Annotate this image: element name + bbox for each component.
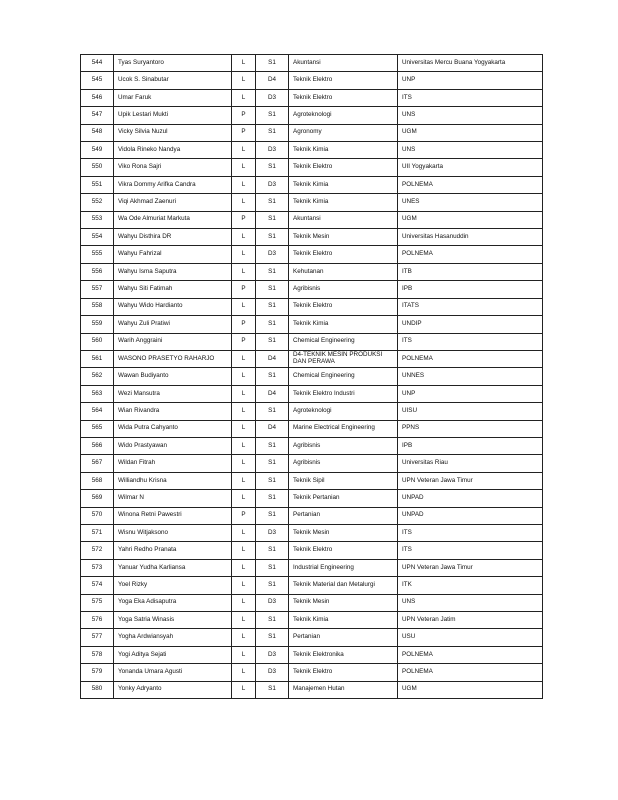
table-row xyxy=(81,176,543,193)
row-number-cell: 575 xyxy=(81,594,114,611)
row-number-cell: 565 xyxy=(81,420,114,437)
table-row xyxy=(81,420,543,437)
row-number-cell: 551 xyxy=(81,176,114,193)
university-name-cell: UII Yogyakarta xyxy=(398,159,543,176)
study-program-cell: Teknik Kimia xyxy=(289,142,398,159)
study-program-cell: Teknik Elektro xyxy=(289,542,398,559)
university-name-cell: UNPAD xyxy=(398,490,543,507)
row-number-cell: 546 xyxy=(81,89,114,106)
degree-level-cell: D3 xyxy=(256,142,289,159)
university-name-cell: UGM xyxy=(398,124,543,141)
table-row xyxy=(81,403,543,420)
gender-code-cell: L xyxy=(232,577,256,594)
person-name-cell: Yoga Eka Adisaputra xyxy=(114,594,232,611)
university-name-cell: UNNES xyxy=(398,368,543,385)
gender-code-cell: L xyxy=(232,263,256,280)
gender-code-cell: L xyxy=(232,559,256,576)
table-row xyxy=(81,316,543,333)
person-name-cell: Yahri Redho Pranata xyxy=(114,542,232,559)
study-program-cell: Teknik Elektronika xyxy=(289,646,398,663)
row-number-cell: 547 xyxy=(81,107,114,124)
university-name-cell: ITS xyxy=(398,542,543,559)
table-row xyxy=(81,646,543,663)
study-program-cell: Teknik Elektro xyxy=(289,89,398,106)
degree-level-cell: S1 xyxy=(256,298,289,315)
degree-level-cell: S1 xyxy=(256,542,289,559)
person-name-cell: Wisnu Witjaksono xyxy=(114,524,232,541)
row-number-cell: 574 xyxy=(81,577,114,594)
study-program-cell: Pertanian xyxy=(289,507,398,524)
university-name-cell: UPN Veteran Jawa Timur xyxy=(398,559,543,576)
row-number-cell: 580 xyxy=(81,681,114,698)
person-name-cell: Upik Lestari Mukti xyxy=(114,107,232,124)
study-program-cell: Agronomy xyxy=(289,124,398,141)
study-program-cell: Agribisnis xyxy=(289,455,398,472)
degree-level-cell: S1 xyxy=(256,437,289,454)
row-number-cell: 569 xyxy=(81,490,114,507)
university-name-cell: UNDIP xyxy=(398,316,543,333)
gender-code-cell: L xyxy=(232,72,256,89)
university-name-cell: Universitas Hasanuddin xyxy=(398,229,543,246)
table-row xyxy=(81,542,543,559)
university-name-cell: PPNS xyxy=(398,420,543,437)
gender-code-cell: L xyxy=(232,490,256,507)
degree-level-cell: S1 xyxy=(256,629,289,646)
gender-code-cell: L xyxy=(232,594,256,611)
university-name-cell: ITB xyxy=(398,263,543,280)
university-name-cell: UNP xyxy=(398,385,543,402)
person-name-cell: Wahyu Disthira DR xyxy=(114,229,232,246)
gender-code-cell: L xyxy=(232,229,256,246)
degree-level-cell: S1 xyxy=(256,559,289,576)
table-row xyxy=(81,472,543,489)
gender-code-cell: L xyxy=(232,455,256,472)
university-name-cell: ITK xyxy=(398,577,543,594)
person-name-cell: Viko Rona Sajri xyxy=(114,159,232,176)
study-program-cell: Pertanian xyxy=(289,629,398,646)
gender-code-cell: P xyxy=(232,316,256,333)
table-row xyxy=(81,664,543,681)
gender-code-cell: P xyxy=(232,281,256,298)
university-name-cell: UGM xyxy=(398,681,543,698)
degree-level-cell: S1 xyxy=(256,681,289,698)
table-row xyxy=(81,89,543,106)
person-name-cell: Wilmar N xyxy=(114,490,232,507)
table-row xyxy=(81,298,543,315)
university-name-cell: POLNEMA xyxy=(398,176,543,193)
degree-level-cell: D3 xyxy=(256,594,289,611)
table-row xyxy=(81,263,543,280)
degree-level-cell: S1 xyxy=(256,316,289,333)
person-name-cell: Wido Prastyawan xyxy=(114,437,232,454)
degree-level-cell: S1 xyxy=(256,490,289,507)
study-program-cell: Chemical Engineering xyxy=(289,333,398,350)
university-name-cell: IPB xyxy=(398,437,543,454)
row-number-cell: 560 xyxy=(81,333,114,350)
degree-level-cell: S1 xyxy=(256,333,289,350)
roster-table xyxy=(80,54,543,699)
gender-code-cell: L xyxy=(232,612,256,629)
degree-level-cell: S1 xyxy=(256,577,289,594)
degree-level-cell: D3 xyxy=(256,176,289,193)
university-name-cell: POLNEMA xyxy=(398,646,543,663)
university-name-cell: ITS xyxy=(398,524,543,541)
row-number-cell: 558 xyxy=(81,298,114,315)
degree-level-cell: S1 xyxy=(256,107,289,124)
university-name-cell: UGM xyxy=(398,211,543,228)
degree-level-cell: S1 xyxy=(256,403,289,420)
row-number-cell: 572 xyxy=(81,542,114,559)
degree-level-cell: S1 xyxy=(256,612,289,629)
person-name-cell: Wildan Fitrah xyxy=(114,455,232,472)
table-row xyxy=(81,72,543,89)
row-number-cell: 549 xyxy=(81,142,114,159)
row-number-cell: 566 xyxy=(81,437,114,454)
table-row xyxy=(81,455,543,472)
person-name-cell: Williandhu Krisna xyxy=(114,472,232,489)
university-name-cell: ITS xyxy=(398,333,543,350)
degree-level-cell: D3 xyxy=(256,646,289,663)
row-number-cell: 557 xyxy=(81,281,114,298)
study-program-cell: Chemical Engineering xyxy=(289,368,398,385)
study-program-cell: Teknik Elektro Industri xyxy=(289,385,398,402)
row-number-cell: 567 xyxy=(81,455,114,472)
row-number-cell: 553 xyxy=(81,211,114,228)
gender-code-cell: L xyxy=(232,472,256,489)
degree-level-cell: S1 xyxy=(256,455,289,472)
degree-level-cell: S1 xyxy=(256,194,289,211)
person-name-cell: Ucok S. Sinabutar xyxy=(114,72,232,89)
degree-level-cell: D4 xyxy=(256,385,289,402)
person-name-cell: Wawan Budiyanto xyxy=(114,368,232,385)
person-name-cell: Winona Retni Pawestri xyxy=(114,507,232,524)
person-name-cell: Yonky Adryanto xyxy=(114,681,232,698)
row-number-cell: 578 xyxy=(81,646,114,663)
study-program-cell: Teknik Kimia xyxy=(289,316,398,333)
row-number-cell: 554 xyxy=(81,229,114,246)
university-name-cell: POLNEMA xyxy=(398,350,543,367)
gender-code-cell: L xyxy=(232,664,256,681)
study-program-cell: Marine Electrical Engineering xyxy=(289,420,398,437)
person-name-cell: Wa Ode Almuriat Markuta xyxy=(114,211,232,228)
table-row xyxy=(81,211,543,228)
degree-level-cell: S1 xyxy=(256,507,289,524)
table-row xyxy=(81,142,543,159)
degree-level-cell: D4 xyxy=(256,350,289,367)
study-program-cell: Teknik Elektro xyxy=(289,159,398,176)
table-row xyxy=(81,368,543,385)
row-number-cell: 559 xyxy=(81,316,114,333)
study-program-cell: Agroteknologi xyxy=(289,403,398,420)
person-name-cell: Yanuar Yudha Karliansa xyxy=(114,559,232,576)
study-program-cell: Kehutanan xyxy=(289,263,398,280)
university-name-cell: Universitas Mercu Buana Yogyakarta xyxy=(398,55,543,72)
university-name-cell: UNP xyxy=(398,72,543,89)
study-program-cell: Agribisnis xyxy=(289,437,398,454)
study-program-cell: Teknik Material dan Metalurgi xyxy=(289,577,398,594)
person-name-cell: Wahyu Fahrizal xyxy=(114,246,232,263)
row-number-cell: 548 xyxy=(81,124,114,141)
row-number-cell: 564 xyxy=(81,403,114,420)
table-row xyxy=(81,437,543,454)
degree-level-cell: D3 xyxy=(256,524,289,541)
row-number-cell: 573 xyxy=(81,559,114,576)
study-program-cell: Teknik Elektro xyxy=(289,664,398,681)
person-name-cell: Wahyu Siti Fatimah xyxy=(114,281,232,298)
person-name-cell: Wezi Mansutra xyxy=(114,385,232,402)
degree-level-cell: D3 xyxy=(256,246,289,263)
university-name-cell: UNS xyxy=(398,107,543,124)
gender-code-cell: L xyxy=(232,298,256,315)
university-name-cell: USU xyxy=(398,629,543,646)
gender-code-cell: L xyxy=(232,385,256,402)
table-row xyxy=(81,577,543,594)
study-program-cell: Agroteknologi xyxy=(289,107,398,124)
gender-code-cell: L xyxy=(232,681,256,698)
table-row xyxy=(81,559,543,576)
table-row xyxy=(81,194,543,211)
university-name-cell: UNS xyxy=(398,142,543,159)
person-name-cell: Yoel Rizky xyxy=(114,577,232,594)
gender-code-cell: L xyxy=(232,542,256,559)
study-program-cell: Teknik Kimia xyxy=(289,194,398,211)
study-program-cell: Akuntansi xyxy=(289,211,398,228)
study-program-cell: Teknik Sipil xyxy=(289,472,398,489)
table-row xyxy=(81,124,543,141)
row-number-cell: 576 xyxy=(81,612,114,629)
row-number-cell: 555 xyxy=(81,246,114,263)
study-program-cell: Agribisnis xyxy=(289,281,398,298)
gender-code-cell: L xyxy=(232,420,256,437)
gender-code-cell: L xyxy=(232,176,256,193)
university-name-cell: UPN Veteran Jawa Timur xyxy=(398,472,543,489)
row-number-cell: 556 xyxy=(81,263,114,280)
study-program-cell: Teknik Elektro xyxy=(289,298,398,315)
gender-code-cell: L xyxy=(232,368,256,385)
table-row xyxy=(81,507,543,524)
degree-level-cell: S1 xyxy=(256,211,289,228)
study-program-cell: Industrial Engineering xyxy=(289,559,398,576)
gender-code-cell: L xyxy=(232,55,256,72)
gender-code-cell: P xyxy=(232,107,256,124)
gender-code-cell: P xyxy=(232,211,256,228)
degree-level-cell: D3 xyxy=(256,664,289,681)
degree-level-cell: S1 xyxy=(256,159,289,176)
person-name-cell: Tyas Suryantoro xyxy=(114,55,232,72)
gender-code-cell: L xyxy=(232,142,256,159)
person-name-cell: Umar Faruk xyxy=(114,89,232,106)
university-name-cell: UNES xyxy=(398,194,543,211)
degree-level-cell: S1 xyxy=(256,263,289,280)
gender-code-cell: L xyxy=(232,246,256,263)
degree-level-cell: S1 xyxy=(256,229,289,246)
row-number-cell: 562 xyxy=(81,368,114,385)
table-row xyxy=(81,490,543,507)
table-row xyxy=(81,524,543,541)
degree-level-cell: D4 xyxy=(256,420,289,437)
gender-code-cell: P xyxy=(232,124,256,141)
table-row xyxy=(81,612,543,629)
university-name-cell: Universitas Riau xyxy=(398,455,543,472)
person-name-cell: Wian Rivandra xyxy=(114,403,232,420)
degree-level-cell: S1 xyxy=(256,55,289,72)
person-name-cell: Wida Putra Cahyanto xyxy=(114,420,232,437)
university-name-cell: ITATS xyxy=(398,298,543,315)
person-name-cell: Yogha Ardwiansyah xyxy=(114,629,232,646)
study-program-cell: Teknik Elektro xyxy=(289,72,398,89)
table-row xyxy=(81,246,543,263)
table-row xyxy=(81,350,543,367)
study-program-cell: Akuntansi xyxy=(289,55,398,72)
gender-code-cell: P xyxy=(232,507,256,524)
row-number-cell: 544 xyxy=(81,55,114,72)
university-name-cell: UPN Veteran Jatim xyxy=(398,612,543,629)
university-name-cell: UISU xyxy=(398,403,543,420)
university-name-cell: IPB xyxy=(398,281,543,298)
degree-level-cell: S1 xyxy=(256,472,289,489)
table-row xyxy=(81,159,543,176)
university-name-cell: POLNEMA xyxy=(398,246,543,263)
study-program-cell: Teknik Kimia xyxy=(289,612,398,629)
study-program-cell: D4-TEKNIK MESIN PRODUKSI DAN PERAWA xyxy=(289,350,398,367)
study-program-cell: Teknik Pertanian xyxy=(289,490,398,507)
gender-code-cell: L xyxy=(232,437,256,454)
row-number-cell: 552 xyxy=(81,194,114,211)
person-name-cell: Wahyu Wido Hardianto xyxy=(114,298,232,315)
row-number-cell: 570 xyxy=(81,507,114,524)
person-name-cell: Yoga Satria Winasis xyxy=(114,612,232,629)
table-row xyxy=(81,385,543,402)
person-name-cell: Yogi Aditya Sejati xyxy=(114,646,232,663)
table-row xyxy=(81,594,543,611)
table-row xyxy=(81,107,543,124)
person-name-cell: Yonanda Umara Agusti xyxy=(114,664,232,681)
row-number-cell: 577 xyxy=(81,629,114,646)
study-program-cell: Teknik Mesin xyxy=(289,229,398,246)
row-number-cell: 568 xyxy=(81,472,114,489)
row-number-cell: 545 xyxy=(81,72,114,89)
person-name-cell: Wahyu Isma Saputra xyxy=(114,263,232,280)
person-name-cell: WASONO PRASETYO RAHARJO xyxy=(114,350,232,367)
degree-level-cell: S1 xyxy=(256,281,289,298)
table-row xyxy=(81,55,543,72)
person-name-cell: Vicky Silvia Nuzul xyxy=(114,124,232,141)
gender-code-cell: L xyxy=(232,89,256,106)
gender-code-cell: L xyxy=(232,629,256,646)
table-row xyxy=(81,281,543,298)
gender-code-cell: L xyxy=(232,159,256,176)
gender-code-cell: L xyxy=(232,524,256,541)
row-number-cell: 563 xyxy=(81,385,114,402)
table-row xyxy=(81,229,543,246)
table-row xyxy=(81,629,543,646)
person-name-cell: Wahyu Zuli Pratiwi xyxy=(114,316,232,333)
university-name-cell: UNPAD xyxy=(398,507,543,524)
gender-code-cell: L xyxy=(232,646,256,663)
study-program-cell: Teknik Kimia xyxy=(289,176,398,193)
university-name-cell: POLNEMA xyxy=(398,664,543,681)
degree-level-cell: D4 xyxy=(256,72,289,89)
degree-level-cell: S1 xyxy=(256,124,289,141)
degree-level-cell: S1 xyxy=(256,368,289,385)
row-number-cell: 550 xyxy=(81,159,114,176)
study-program-cell: Manajemen Hutan xyxy=(289,681,398,698)
person-name-cell: Warih Anggraini xyxy=(114,333,232,350)
study-program-cell: Teknik Mesin xyxy=(289,524,398,541)
university-name-cell: ITS xyxy=(398,89,543,106)
gender-code-cell: P xyxy=(232,333,256,350)
university-name-cell: UNS xyxy=(398,594,543,611)
table-row xyxy=(81,681,543,698)
degree-level-cell: D3 xyxy=(256,89,289,106)
person-name-cell: Viqi Akhmad Zaenuri xyxy=(114,194,232,211)
person-name-cell: Vidola Rineko Nandya xyxy=(114,142,232,159)
person-name-cell: Vikra Dommy Arifka Candra xyxy=(114,176,232,193)
gender-code-cell: L xyxy=(232,403,256,420)
roster-table-body xyxy=(81,55,543,699)
gender-code-cell: L xyxy=(232,350,256,367)
study-program-cell: Teknik Elektro xyxy=(289,246,398,263)
table-row xyxy=(81,333,543,350)
row-number-cell: 571 xyxy=(81,524,114,541)
gender-code-cell: L xyxy=(232,194,256,211)
study-program-cell: Teknik Mesin xyxy=(289,594,398,611)
row-number-cell: 579 xyxy=(81,664,114,681)
row-number-cell: 561 xyxy=(81,350,114,367)
